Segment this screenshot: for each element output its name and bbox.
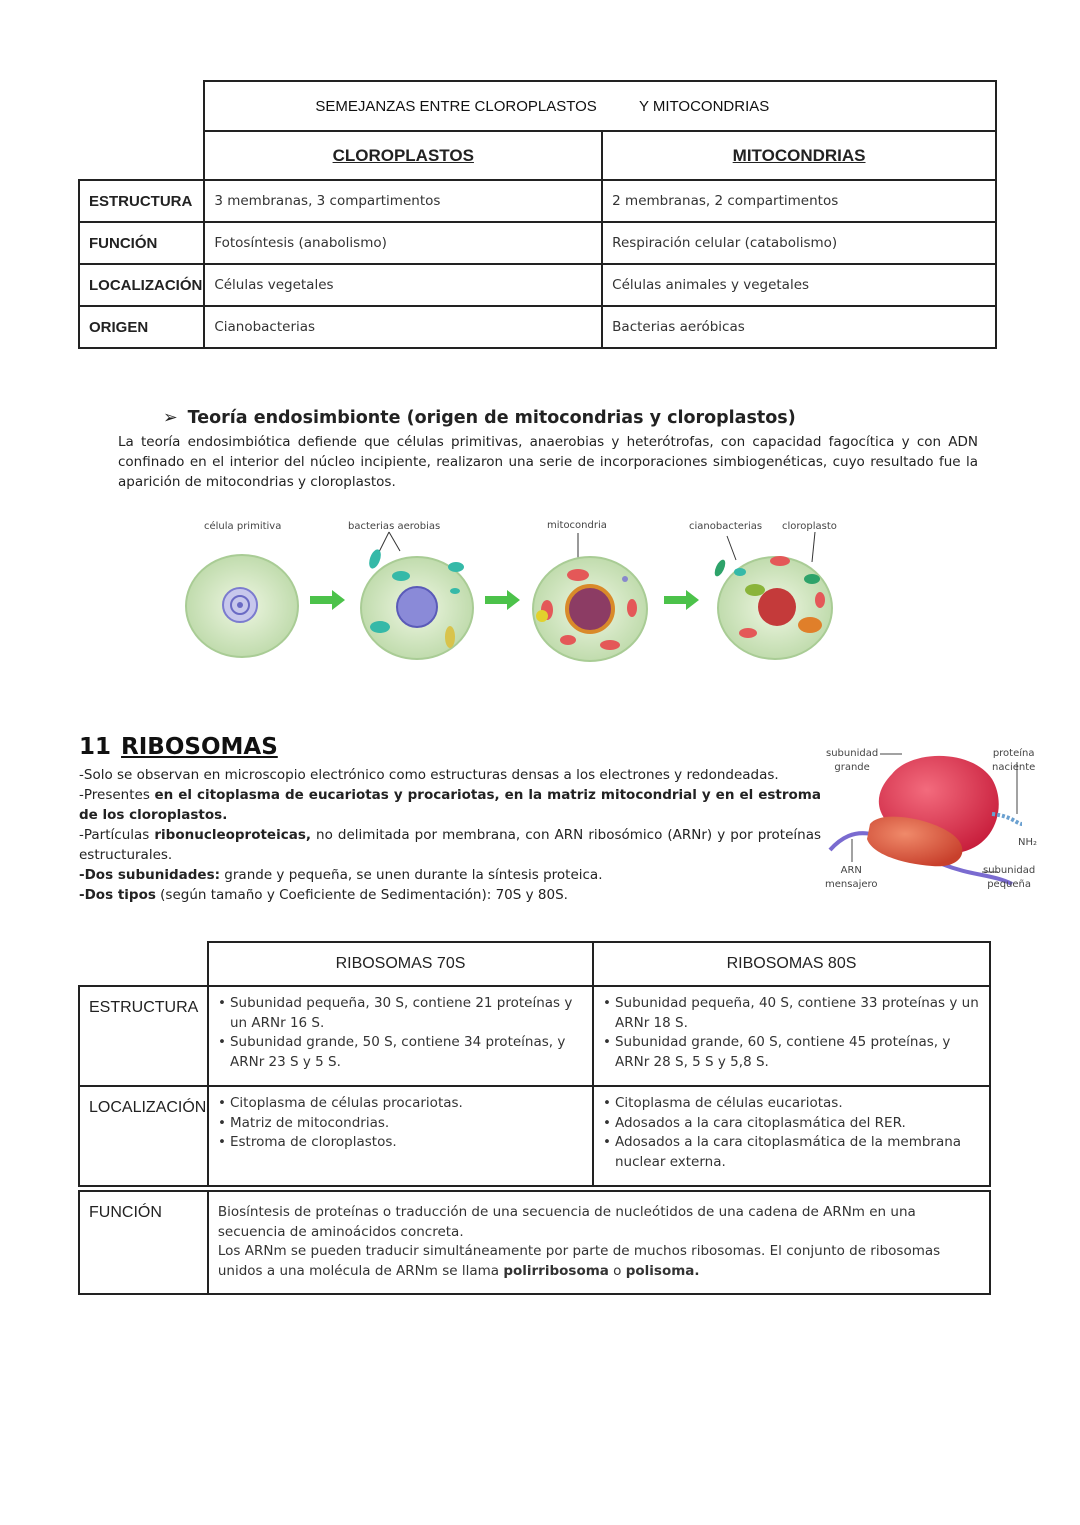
cell-estructura-mitocondrias: 2 membranas, 2 compartimentos bbox=[602, 180, 996, 222]
row-label-localizacion-2: LOCALIZACIÓN bbox=[79, 1086, 208, 1186]
cell-localizacion-mitocondrias: Células animales y vegetales bbox=[602, 264, 996, 306]
endo-heading bbox=[163, 408, 796, 428]
arrow-icon bbox=[664, 590, 699, 610]
list-item: • Citoplasma de células eucariotas. bbox=[603, 1094, 981, 1114]
cell-estructura-cloroplastos: 3 membranas, 3 compartimentos bbox=[204, 180, 602, 222]
ribo-line-4-bold: -Dos subunidades: bbox=[79, 867, 221, 883]
ribo-line-2-prefix: -Presentes bbox=[79, 787, 155, 803]
row-label-origen: ORIGEN bbox=[79, 306, 204, 348]
row-label-funcion: FUNCIÓN bbox=[79, 222, 204, 264]
row-label-funcion-2: FUNCIÓN bbox=[79, 1191, 208, 1294]
similarities-table bbox=[78, 80, 997, 349]
row-label-localizacion: LOCALIZACIÓN bbox=[79, 264, 204, 306]
label-proteina-naciente bbox=[992, 747, 1035, 775]
cell-with-aerobic-bacteria-icon bbox=[361, 532, 473, 659]
cell-funcion-mitocondrias: Respiración celular (catabolismo) bbox=[602, 222, 996, 264]
label-small-b: pequeña bbox=[987, 879, 1031, 890]
label-subunidad-grande bbox=[826, 747, 878, 775]
arrow-bullet-icon: ➢ bbox=[163, 408, 178, 428]
label-arn-b: mensajero bbox=[825, 879, 878, 890]
ribo-line-5-rest: (según tamaño y Coeficiente de Sedimentación): 70S y 80S. bbox=[155, 887, 568, 903]
col-header-cloroplastos: CLOROPLASTOS bbox=[204, 131, 602, 180]
cell-funcion-cloroplastos: Fotosíntesis (anabolismo) bbox=[204, 222, 602, 264]
list-item: • Adosados a la cara citoplasmática de la membrana nuclear externa. bbox=[603, 1133, 981, 1172]
ribo-line-4 bbox=[79, 865, 821, 885]
label-subunidad-pequena bbox=[983, 864, 1035, 892]
list-item: • Matriz de mitocondrias. bbox=[218, 1114, 584, 1134]
endo-heading-text: Teoría endosimbionte (origen de mitocondrias y cloroplastos) bbox=[187, 408, 796, 428]
ribo-line-1: -Solo se observan en microscopio electrónico como estructuras densas a los electrones y redondeadas. bbox=[79, 767, 779, 783]
ribo-line-3-bold: ribonucleoproteicas, bbox=[154, 827, 311, 843]
label-big-a: subunidad bbox=[826, 748, 879, 759]
ribo-line-3 bbox=[79, 825, 821, 865]
col-header-mitocondrias: MITOCONDRIAS bbox=[602, 131, 996, 180]
ribosome-figure bbox=[822, 744, 1050, 896]
list-item: • Citoplasma de células procariotas. bbox=[218, 1094, 584, 1114]
endosymbiosis-figure bbox=[170, 515, 860, 665]
endo-paragraph: La teoría endosimbiótica defiende que células primitivas, anaerobias y heterótrofas, con capacidad fagocítica y con ADN confinado en el interior del núcleo incipiente, realizaron una serie de incorporaciones simbiogenéticas, cuyo resultado fue la aparición de mitocondrias y cloroplastos. bbox=[118, 434, 978, 490]
table1-title-b: Y MITOCONDRIAS bbox=[638, 97, 770, 115]
list-item: • Subunidad grande, 50 S, contiene 34 proteínas, y ARNr 23 S y 5 S. bbox=[218, 1033, 584, 1072]
cell-origen-mitocondrias: Bacterias aeróbicas bbox=[602, 306, 996, 348]
ribosomas-heading bbox=[79, 734, 278, 760]
ribo-line-4-rest: grande y pequeña, se unen durante la síntesis proteica. bbox=[220, 867, 603, 883]
cell-estructura-80s bbox=[593, 986, 990, 1086]
ribo-line-5 bbox=[79, 885, 821, 905]
cell-origen-cloroplastos: Cianobacterias bbox=[204, 306, 602, 348]
funcion-p2-bold-2: polisoma. bbox=[625, 1262, 700, 1279]
list-item: • Estroma de cloroplastos. bbox=[218, 1133, 584, 1153]
ribo-line-2-bold: en el citoplasma de eucariotas y procariotas, en la matriz mitocondrial y en el estroma de los cloroplastos. bbox=[79, 787, 821, 823]
list-item: • Subunidad pequeña, 40 S, contiene 33 proteínas y un ARNr 18 S. bbox=[603, 994, 981, 1033]
row-label-estructura: ESTRUCTURA bbox=[79, 180, 204, 222]
cell-localizacion-70s bbox=[208, 1086, 593, 1186]
arrow-icon bbox=[485, 590, 520, 610]
label-cloroplasto: cloroplasto bbox=[782, 521, 837, 532]
funcion-p2-text: Los ARNm se pueden traducir simultáneamente por parte de muchos ribosomas. El conjunto de ribosomas unidos a una molécula de ARNm se llama bbox=[217, 1243, 941, 1279]
label-prot-b: naciente bbox=[992, 762, 1036, 773]
ribosome-types-table bbox=[78, 941, 991, 1187]
label-nh2: NH₂ bbox=[1018, 837, 1038, 848]
cell-localizacion-cloroplastos: Células vegetales bbox=[204, 264, 602, 306]
funcion-p2-bold-1: polirribosoma bbox=[503, 1262, 609, 1279]
cell-funcion bbox=[208, 1191, 990, 1294]
label-cianobacterias: cianobacterias bbox=[689, 521, 763, 532]
section-number: 11 bbox=[79, 734, 112, 760]
label-big-b: grande bbox=[834, 762, 870, 773]
label-prot-a: proteína bbox=[992, 748, 1035, 759]
function-table bbox=[78, 1190, 991, 1295]
label-celula-primitiva: célula primitiva bbox=[204, 521, 282, 532]
cell-with-mitochondria-icon bbox=[533, 533, 647, 661]
ribosomas-text bbox=[79, 765, 821, 905]
cell-estructura-70s bbox=[208, 986, 593, 1086]
cell-with-chloroplasts-icon bbox=[713, 532, 832, 659]
funcion-paragraph-2 bbox=[218, 1242, 981, 1281]
ribo-line-3-rest: no delimitada por membrana, con ARN ribosómico (ARNr) y por proteínas estructurales. bbox=[79, 827, 822, 863]
table1-title bbox=[204, 81, 996, 131]
funcion-paragraph-1: Biosíntesis de proteínas o traducción de una secuencia de nucleótidos de una cadena de ARNm en una secuencia de aminoácidos concreta. bbox=[217, 1204, 916, 1240]
label-arn-a: ARN bbox=[840, 865, 862, 876]
ribo-line-2 bbox=[79, 785, 821, 825]
col-header-80s: RIBOSOMAS 80S bbox=[593, 942, 990, 986]
cell-localizacion-80s bbox=[593, 1086, 990, 1186]
list-item: • Adosados a la cara citoplasmática del RER. bbox=[603, 1114, 981, 1134]
label-mitocondria: mitocondria bbox=[547, 520, 607, 531]
arrow-icon bbox=[310, 590, 345, 610]
table1-title-a: SEMEJANZAS ENTRE CLOROPLASTOS bbox=[315, 97, 597, 115]
funcion-p2-connector: o bbox=[608, 1262, 626, 1279]
ribo-line-5-bold: -Dos tipos bbox=[79, 887, 156, 903]
ribo-line-3-prefix: -Partículas bbox=[79, 827, 155, 843]
list-item: • Subunidad grande, 60 S, contiene 45 proteínas, y ARNr 28 S, 5 S y 5,8 S. bbox=[603, 1033, 981, 1072]
primitive-cell-icon bbox=[186, 555, 298, 657]
row-label-estructura-2: ESTRUCTURA bbox=[79, 986, 208, 1086]
col-header-70s: RIBOSOMAS 70S bbox=[208, 942, 593, 986]
label-bacterias-aerobias: bacterias aerobias bbox=[348, 521, 441, 532]
section-title: RIBOSOMAS bbox=[121, 734, 278, 760]
endosymbiosis-drawing bbox=[170, 515, 860, 665]
list-item: • Subunidad pequeña, 30 S, contiene 21 proteínas y un ARNr 16 S. bbox=[218, 994, 584, 1033]
label-arn-mensajero bbox=[825, 864, 878, 892]
label-small-a: subunidad bbox=[983, 865, 1036, 876]
